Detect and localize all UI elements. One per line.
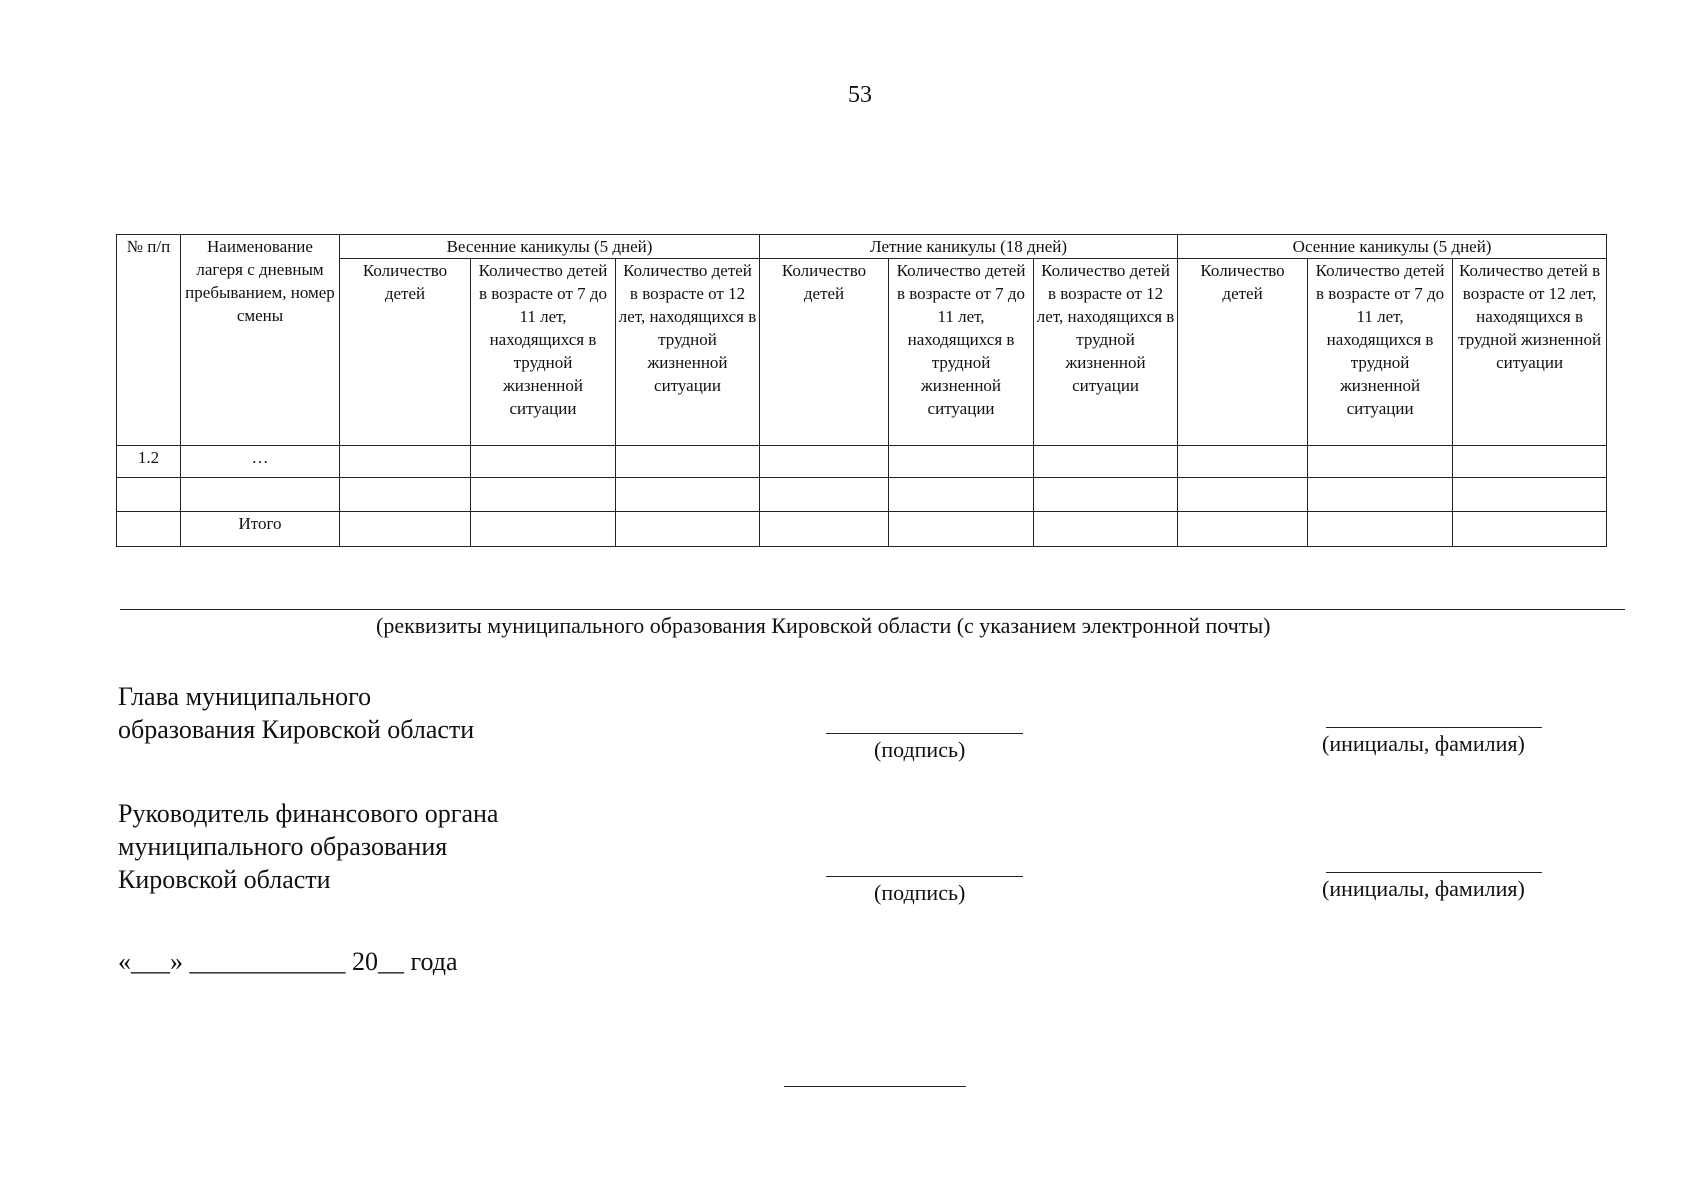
- head-initials-caption: (инициалы, фамилия): [1322, 731, 1525, 756]
- table-cell: [1453, 512, 1607, 547]
- table-cell: [471, 478, 616, 512]
- requisites-line: [120, 609, 1625, 610]
- row-name-total: Итого: [181, 512, 340, 547]
- table-cell: [1034, 478, 1178, 512]
- table-cell: [616, 512, 760, 547]
- header-autumn-holidays: Осенние каникулы (5 дней): [1178, 235, 1607, 259]
- header-autumn-7-11: Количество детей в возрасте от 7 до 11 лет, находящихся в трудной жизненной ситуации: [1308, 259, 1453, 446]
- finance-signature-line: [826, 876, 1023, 877]
- table-row-total: [117, 512, 1607, 547]
- table-cell: [616, 446, 760, 478]
- table-cell: [340, 512, 471, 547]
- header-spring-12: Количество детей в возрасте от 12 лет, находящихся в трудной жизненной ситуации: [616, 259, 760, 446]
- table-cell: [760, 478, 889, 512]
- head-initials-line: [1326, 727, 1542, 728]
- table-cell: [340, 446, 471, 478]
- row-name: [181, 478, 340, 512]
- table-cell: [889, 478, 1034, 512]
- head-label-line2: образования Кировской области: [118, 715, 475, 744]
- header-summer-holidays: Летние каникулы (18 дней): [760, 235, 1178, 259]
- table-cell: [340, 478, 471, 512]
- table-cell: [1453, 446, 1607, 478]
- finance-label-line1: Руководитель финансового органа: [118, 799, 499, 828]
- table-row: [117, 478, 1607, 512]
- finance-label-line2: муниципального образования: [118, 832, 448, 861]
- header-summer-12: Количество детей в возрасте от 12 лет, находящихся в трудной жизненной ситуации: [1034, 259, 1178, 446]
- table-cell: [471, 512, 616, 547]
- finance-initials-caption: (инициалы, фамилия): [1322, 876, 1525, 901]
- table-row: [117, 446, 1607, 478]
- finance-label: [118, 797, 498, 896]
- header-camp-name: Наименование лагеря с дневным пребыванием, номер смены: [181, 235, 340, 446]
- header-number: № п/п: [117, 235, 181, 446]
- table-cell: [1034, 512, 1178, 547]
- table-cell: [1034, 446, 1178, 478]
- header-summer-7-11: Количество детей в возрасте от 7 до 11 лет, находящихся в трудной жизненной ситуации: [889, 259, 1034, 446]
- header-autumn-children: Количество детей: [1178, 259, 1308, 446]
- table-cell: [760, 446, 889, 478]
- head-label: [118, 680, 474, 746]
- date-line: «___» ____________ 20__ года: [118, 947, 458, 976]
- table-cell: [760, 512, 889, 547]
- finance-label-line3: Кировской области: [118, 865, 331, 894]
- head-signature-line: [826, 733, 1023, 734]
- header-spring-children: Количество детей: [340, 259, 471, 446]
- row-name: …: [181, 446, 340, 478]
- head-label-line1: Глава муниципального: [118, 682, 372, 711]
- header-spring-holidays: Весенние каникулы (5 дней): [340, 235, 760, 259]
- end-divider: [784, 1086, 966, 1087]
- children-count-table: [116, 234, 1607, 547]
- header-autumn-12: Количество детей в возрасте от 12 лет, находящихся в трудной жизненной ситуации: [1453, 259, 1607, 446]
- requisites-caption: (реквизиты муниципального образования Кировской области (с указанием электронной почты): [376, 613, 1271, 638]
- page-number: 53: [848, 82, 872, 108]
- table-cell: [1178, 512, 1308, 547]
- table-cell: [471, 446, 616, 478]
- table-cell: [1178, 446, 1308, 478]
- table-cell: [616, 478, 760, 512]
- table-cell: [889, 512, 1034, 547]
- row-number: [117, 512, 181, 547]
- table-cell: [1308, 512, 1453, 547]
- header-summer-children: Количество детей: [760, 259, 889, 446]
- header-spring-7-11: Количество детей в возрасте от 7 до 11 лет, находящихся в трудной жизненной ситуации: [471, 259, 616, 446]
- finance-initials-line: [1326, 872, 1542, 873]
- head-signature-caption: (подпись): [874, 737, 966, 762]
- finance-signature-caption: (подпись): [874, 880, 966, 905]
- table-cell: [1308, 478, 1453, 512]
- table-cell: [1453, 478, 1607, 512]
- table-cell: [1178, 478, 1308, 512]
- table-cell: [889, 446, 1034, 478]
- row-number: 1.2: [117, 446, 181, 478]
- row-number: [117, 478, 181, 512]
- table-cell: [1308, 446, 1453, 478]
